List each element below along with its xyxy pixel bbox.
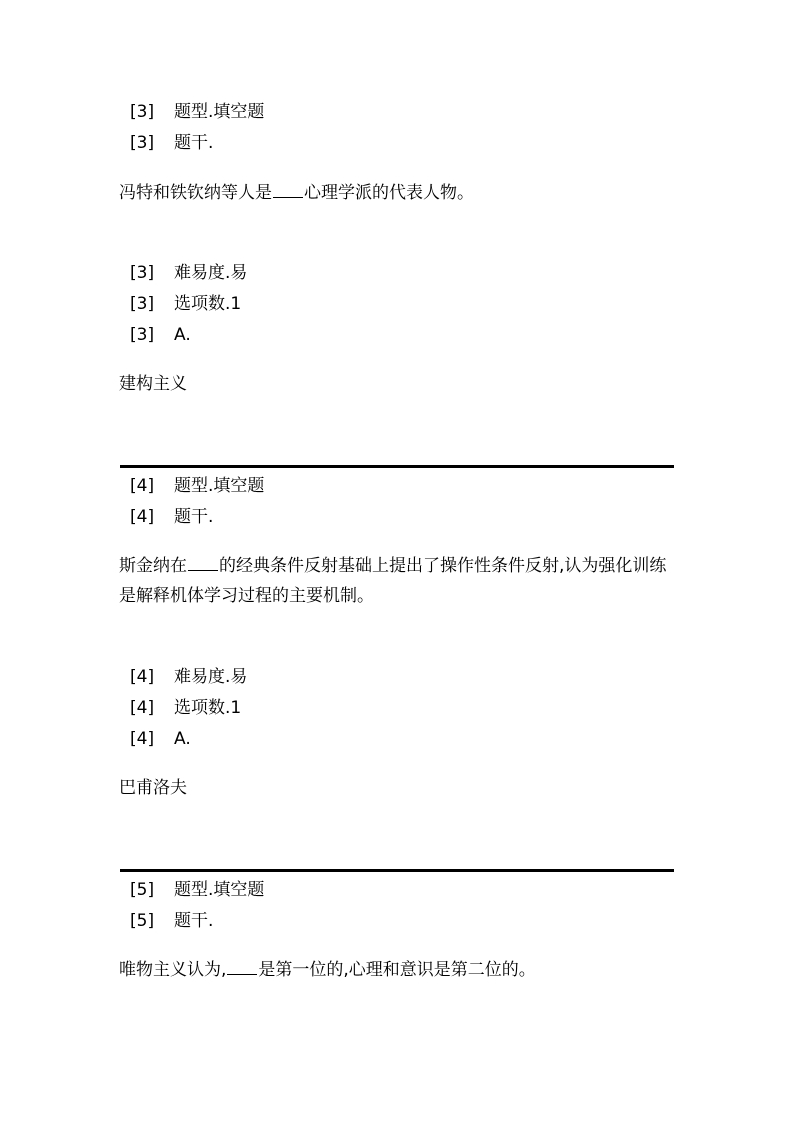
- q5-stem-line: [130, 908, 213, 934]
- q3-option-a-number: [3]: [130, 325, 155, 345]
- q5-type-label: 题型.填空题: [174, 880, 265, 900]
- q3-stem-number: [3]: [130, 133, 155, 153]
- q5-type-line: [130, 877, 264, 903]
- q5-stem-number: [5]: [130, 911, 155, 931]
- q4-options-label: 选项数.1: [174, 698, 242, 718]
- q4-blank: [188, 552, 218, 571]
- q3-difficulty-number: [3]: [130, 263, 155, 283]
- q4-stem-label: 题干.: [174, 507, 214, 527]
- q3-option-a-label: A.: [174, 325, 191, 345]
- q3-stem-after: 心理学派的代表人物。: [304, 183, 474, 203]
- q3-stem-text: [119, 178, 679, 208]
- q4-option-a-line: [130, 726, 191, 752]
- q3-type-number: [3]: [130, 102, 155, 122]
- q5-blank: [227, 956, 257, 975]
- q4-stem-before: 斯金纳在: [119, 556, 187, 576]
- q3-difficulty-label: 难易度.易: [174, 263, 248, 283]
- q5-stem-after: 是第一位的,心理和意识是第二位的。: [258, 960, 536, 980]
- q3-stem-before: 冯特和铁钦纳等人是: [119, 183, 272, 203]
- q3-answer: 建构主义: [119, 374, 187, 394]
- divider-rule: [120, 869, 674, 872]
- q4-options-number: [4]: [130, 698, 155, 718]
- q5-stem-before: 唯物主义认为,: [119, 960, 227, 980]
- q4-answer: 巴甫洛夫: [119, 778, 187, 798]
- q4-stem-line: [130, 504, 213, 530]
- q4-stem-after: 的经典条件反射基础上提出了操作性条件反射,认为强化训练是解释机体学习过程的主要机制。: [119, 556, 667, 606]
- q4-option-a-number: [4]: [130, 729, 155, 749]
- q4-difficulty-label: 难易度.易: [174, 667, 248, 687]
- q4-type-line: [130, 473, 264, 499]
- q5-stem-text: [119, 955, 679, 985]
- q3-options-line: [130, 291, 241, 317]
- q5-type-number: [5]: [130, 880, 155, 900]
- q4-difficulty-number: [4]: [130, 667, 155, 687]
- q3-options-label: 选项数.1: [174, 294, 242, 314]
- q4-stem-text: [119, 551, 679, 611]
- q3-blank: [273, 179, 303, 198]
- q3-stem-label: 题干.: [174, 133, 214, 153]
- q3-difficulty-line: [130, 260, 247, 286]
- q3-option-a-line: [130, 322, 191, 348]
- q3-type-line: [130, 99, 264, 125]
- q3-stem-line: [130, 130, 213, 156]
- q3-type-label: 题型.填空题: [174, 102, 265, 122]
- q4-type-label: 题型.填空题: [174, 476, 265, 496]
- q4-difficulty-line: [130, 664, 247, 690]
- q5-stem-label: 题干.: [174, 911, 214, 931]
- divider-rule: [120, 465, 674, 468]
- q4-stem-number: [4]: [130, 507, 155, 527]
- q4-option-a-label: A.: [174, 729, 191, 749]
- q3-options-number: [3]: [130, 294, 155, 314]
- q4-options-line: [130, 695, 241, 721]
- q4-type-number: [4]: [130, 476, 155, 496]
